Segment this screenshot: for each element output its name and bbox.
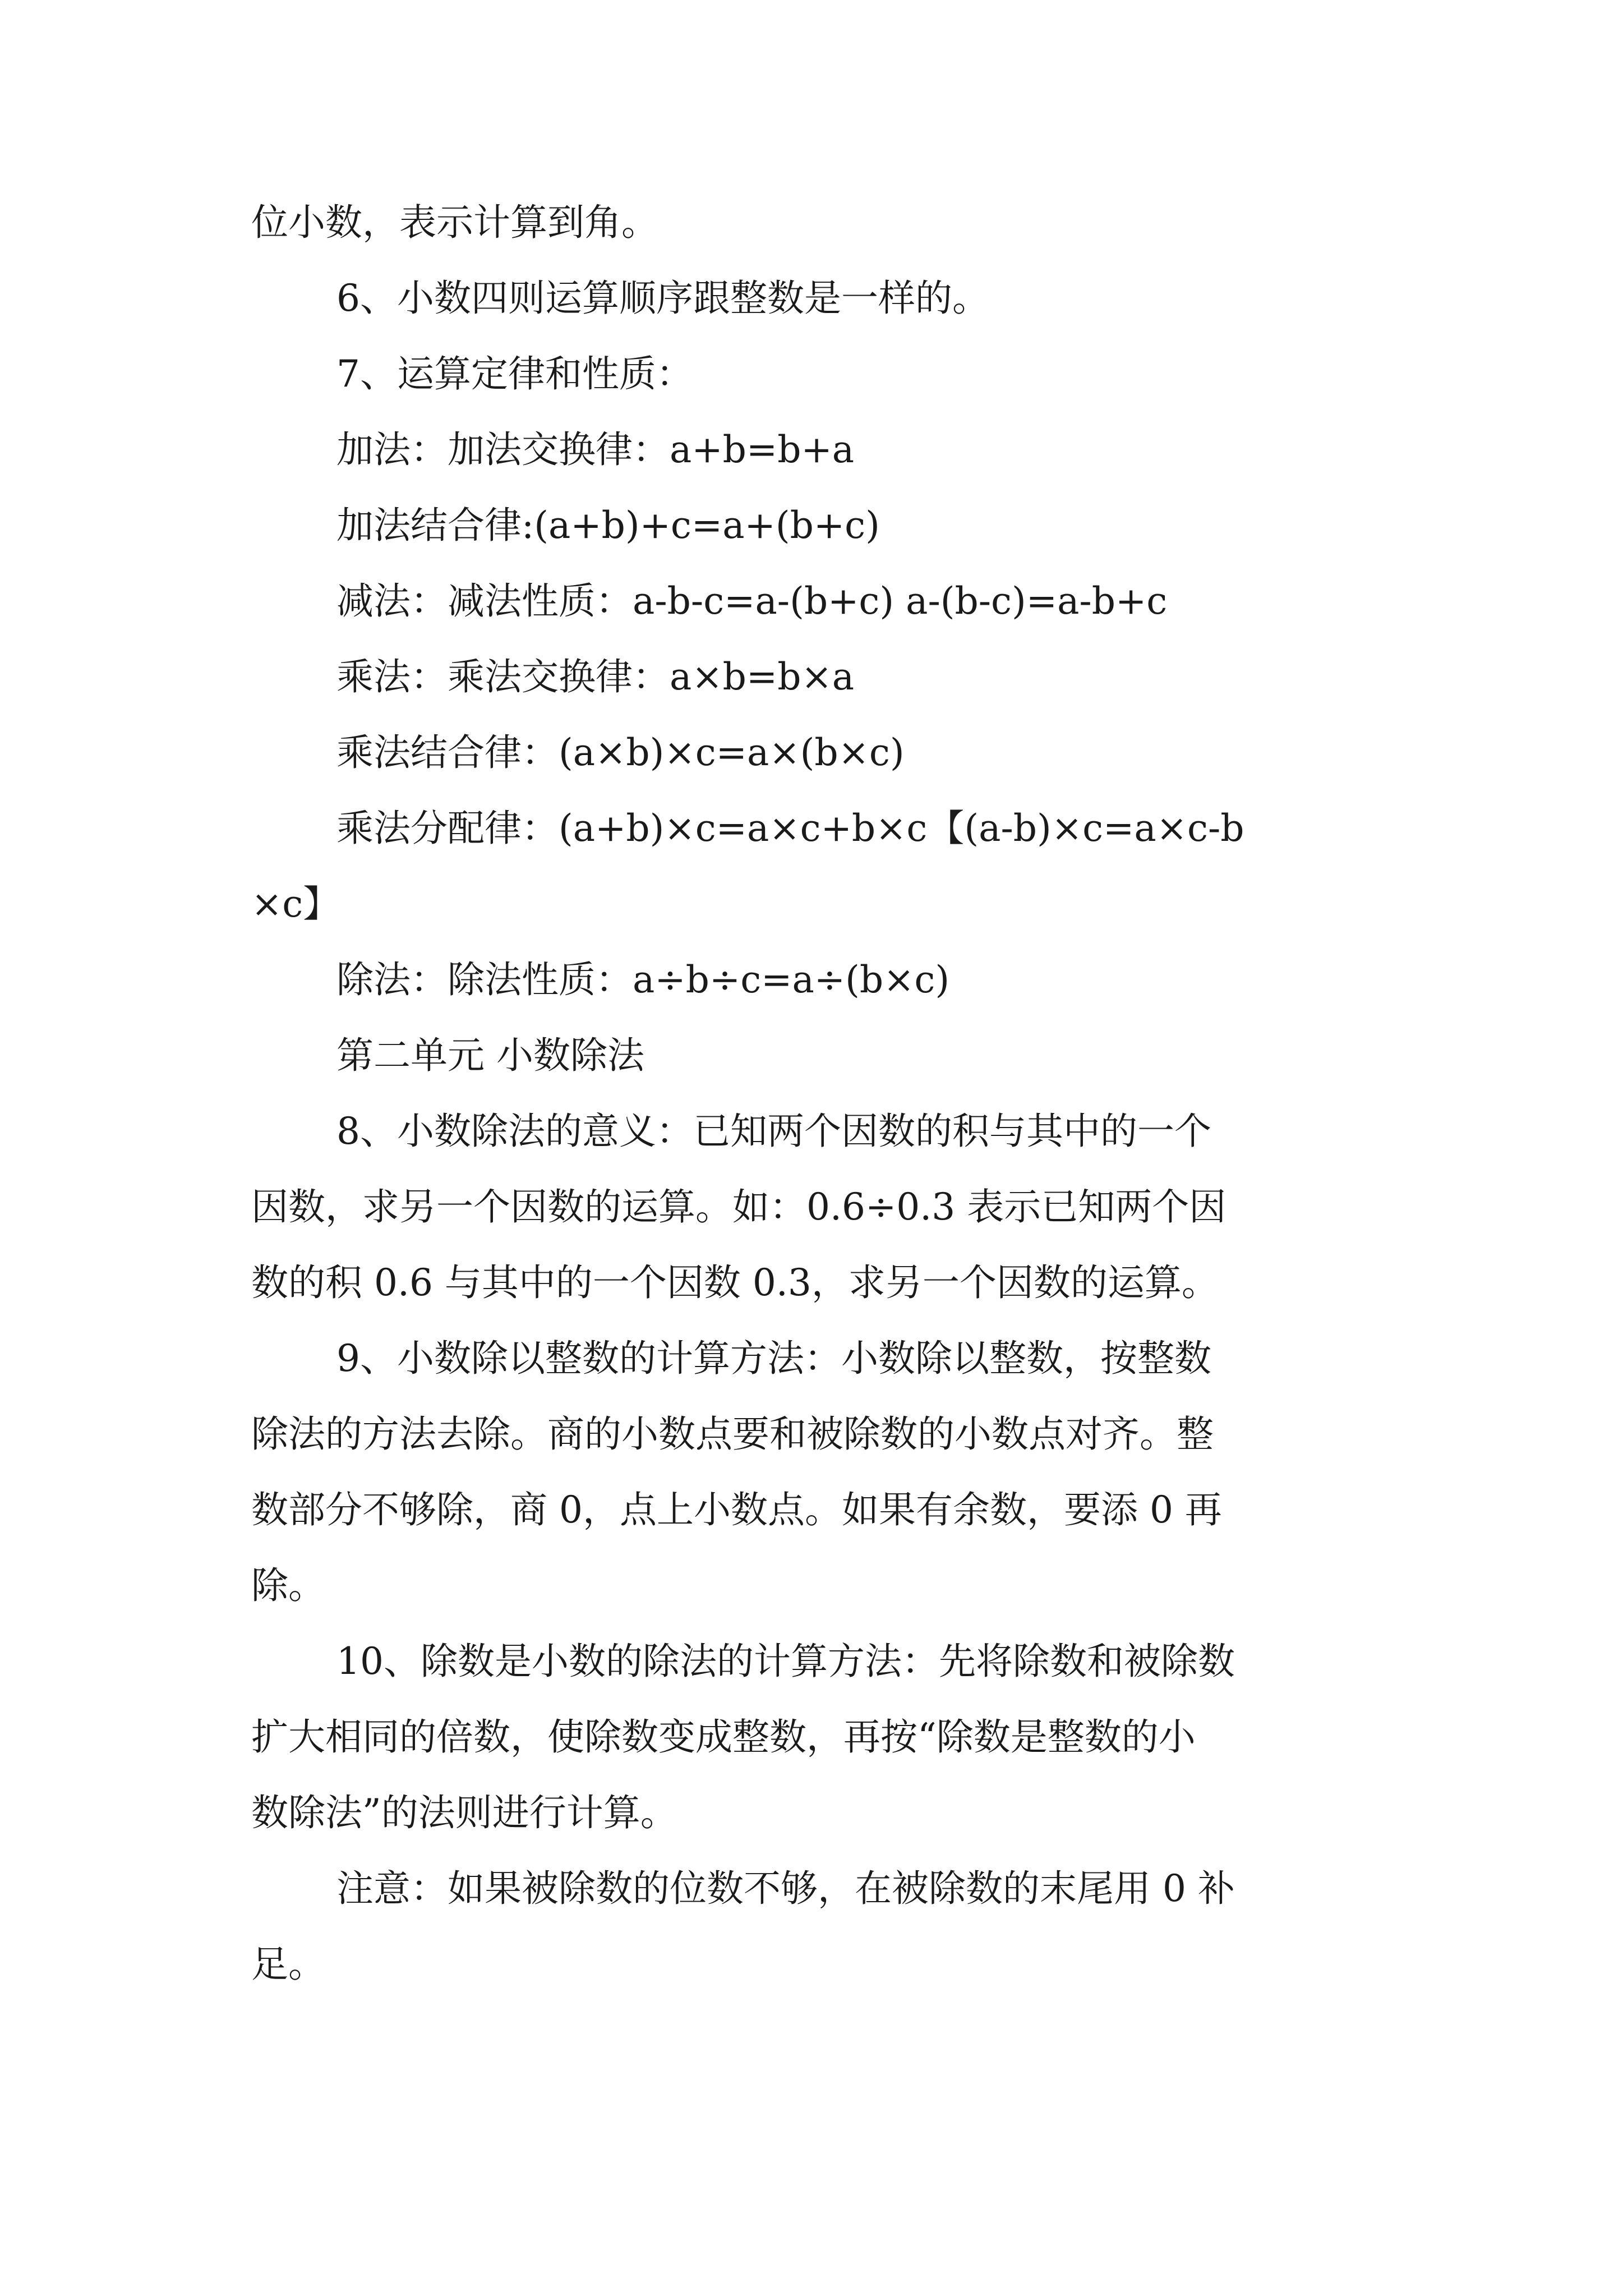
text-line: 加法：加法交换律：a+b=b+a [336, 428, 855, 471]
text-line: 6、小数四则运算顺序跟整数是一样的。 [336, 277, 989, 320]
text-line: 数除法”的法则进行计算。 [251, 1791, 677, 1834]
text-line: 数的积 0.6 与其中的一个因数 0.3，求另一个因数的运算。 [251, 1261, 1219, 1304]
text-line: 乘法结合律：(a×b)×c=a×(b×c) [336, 731, 905, 774]
text-line: 减法：减法性质：a-b-c=a-(b+c) a-(b-c)=a-b+c [336, 579, 1168, 623]
text-line: 8、小数除法的意义：已知两个因数的积与其中的一个 [336, 1110, 1211, 1153]
text-line: 乘法：乘法交换律：a×b=b×a [336, 655, 855, 698]
text-line: 扩大相同的倍数，使除数变成整数，再按“除数是整数的小 [251, 1715, 1196, 1759]
text-line: 加法结合律:(a+b)+c=a+(b+c) [336, 504, 880, 547]
text-line: 乘法分配律：(a+b)×c=a×c+b×c【(a-b)×c=a×c-b [336, 807, 1244, 850]
text-line: ×c】 [251, 882, 340, 926]
section-heading: 第二单元 小数除法 [336, 1034, 644, 1077]
text-line: 位小数，表示计算到角。 [251, 201, 658, 244]
text-line: 9、小数除以整数的计算方法：小数除以整数，按整数 [336, 1337, 1211, 1380]
text-line: 7、运算定律和性质： [336, 352, 693, 395]
text-line: 因数，求另一个因数的运算。如：0.6÷0.3 表示已知两个因 [251, 1185, 1227, 1228]
text-line: 数部分不够除，商 0，点上小数点。如果有余数，要添 0 再 [251, 1488, 1222, 1531]
text-line: 足。 [251, 1943, 325, 1986]
text-line: 10、除数是小数的除法的计算方法：先将除数和被除数 [336, 1640, 1235, 1683]
text-line: 除法：除法性质：a÷b÷c=a÷(b×c) [336, 958, 950, 1001]
text-line: 除。 [251, 1564, 325, 1607]
text-line: 除法的方法去除。商的小数点要和被除数的小数点对齐。整 [251, 1412, 1214, 1456]
text-line: 注意：如果被除数的位数不够，在被除数的末尾用 0 补 [336, 1867, 1235, 1910]
